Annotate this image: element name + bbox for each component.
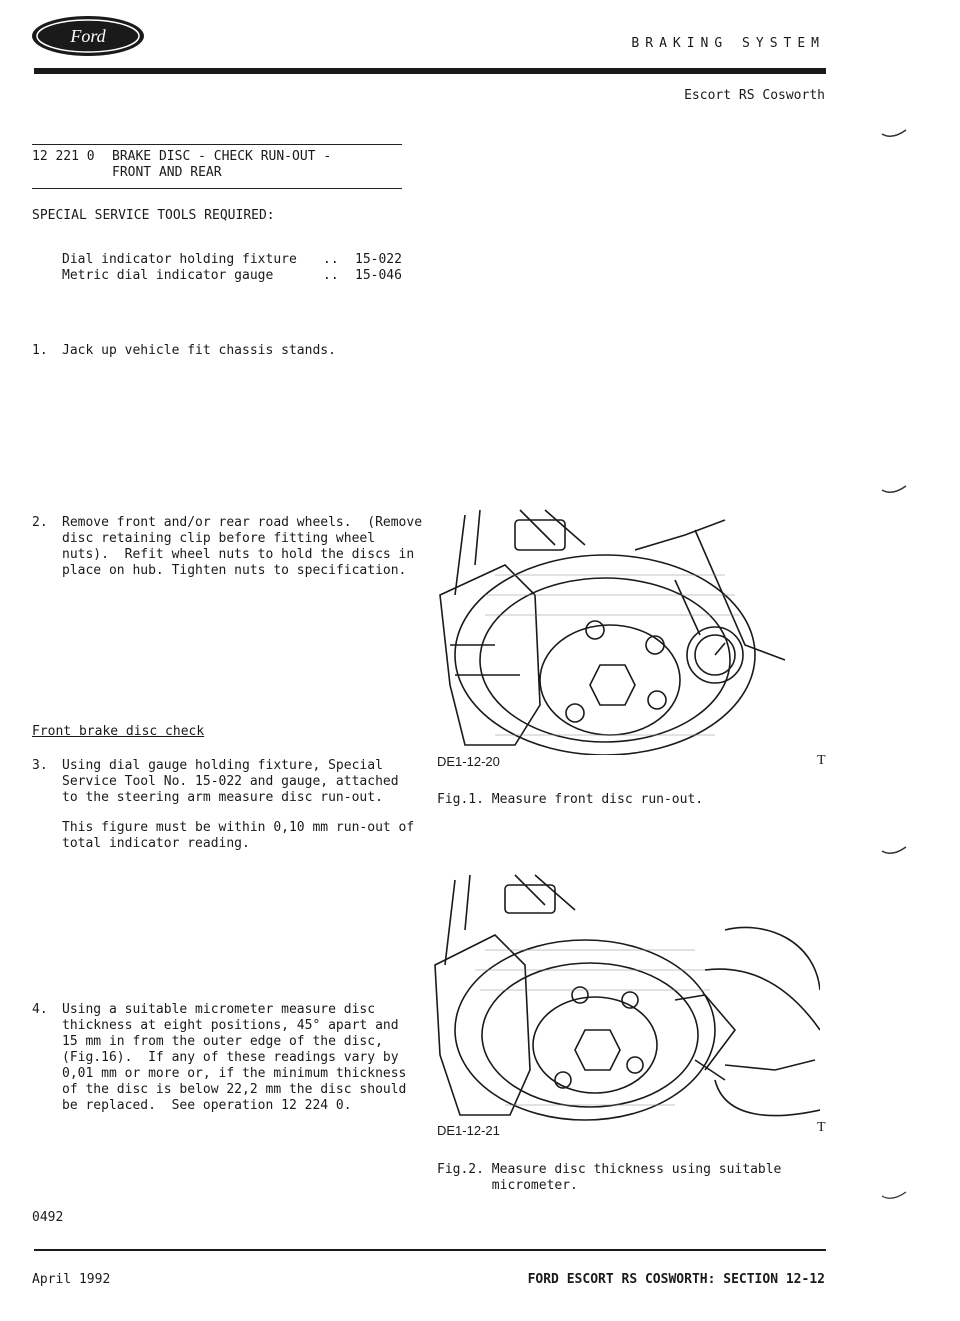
- header-rule: [34, 68, 826, 74]
- figure-caption: Fig.2. Measure disc thickness using suitable micrometer.: [437, 1162, 782, 1193]
- tool-number: 15-022: [355, 252, 402, 267]
- step-number: 2.: [32, 515, 48, 530]
- step-text: Using dial gauge holding fixture, Special Service Tool No. 15-022 and gauge, attached to the steering arm measure disc run-out.: [62, 758, 399, 805]
- operation-title: BRAKE DISC - CHECK RUN-OUT - FRONT AND REAR: [112, 149, 332, 180]
- tool-name: Metric dial indicator gauge: [62, 268, 274, 283]
- figure-caption: Fig.1. Measure front disc run-out.: [437, 792, 704, 807]
- section-heading: Front brake disc check: [32, 724, 205, 739]
- step-number: 4.: [32, 1002, 48, 1017]
- figure-mark: T: [817, 1120, 826, 1135]
- tool-dots: ..: [323, 268, 339, 283]
- tools-heading: SPECIAL SERVICE TOOLS REQUIRED:: [32, 208, 275, 223]
- figure-mark: T: [817, 753, 826, 768]
- operation-number: 12 221 0: [32, 149, 95, 164]
- disc-thickness-illustration: [425, 870, 820, 1125]
- footer-date: April 1992: [32, 1272, 111, 1287]
- step-number: 1.: [32, 343, 48, 358]
- tool-dots: ..: [323, 252, 339, 267]
- title-rule-top: [32, 144, 402, 145]
- disc-runout-illustration: [425, 505, 805, 755]
- model-name: Escort RS Cosworth: [684, 88, 825, 103]
- margin-tick-mark: [880, 845, 910, 859]
- svg-text:Ford: Ford: [70, 26, 106, 46]
- step-text: Using a suitable micrometer measure disc thickness at eight positions, 45° apart and 15 mm in from the outer edge of the disc, (Fig.16). If any of these readings vary by 0,01 mm or more or, if the minimum thickness of the disc is below 22,2 mm the disc should be replaced. See operation 12 224 0.: [62, 1002, 407, 1113]
- step-text: This figure must be within 0,10 mm run-out of total indicator reading.: [62, 820, 415, 851]
- tool-name: Dial indicator holding fixture: [62, 252, 297, 267]
- step-text: Remove front and/or rear road wheels. (Remove disc retaining clip before fitting wheel nuts). Refit wheel nuts to hold the discs in place on hub. Tighten nuts to specification.: [62, 515, 423, 578]
- footer-section: FORD ESCORT RS COSWORTH: SECTION 12-12: [527, 1272, 825, 1287]
- step-text: Jack up vehicle fit chassis stands.: [62, 343, 336, 358]
- margin-tick-mark: [880, 128, 910, 142]
- page-code: 0492: [32, 1210, 64, 1225]
- margin-tick-mark: [880, 484, 910, 498]
- margin-tick-mark: [880, 1190, 910, 1204]
- ford-logo: [30, 14, 146, 58]
- figure-code: DE1-12-20: [437, 754, 500, 769]
- tool-number: 15-046: [355, 268, 402, 283]
- step-number: 3.: [32, 758, 48, 773]
- header-title: BRAKING SYSTEM: [631, 36, 825, 51]
- figure-code: DE1-12-21: [437, 1123, 500, 1138]
- title-rule-bottom: [32, 188, 402, 189]
- footer-rule: [34, 1249, 826, 1251]
